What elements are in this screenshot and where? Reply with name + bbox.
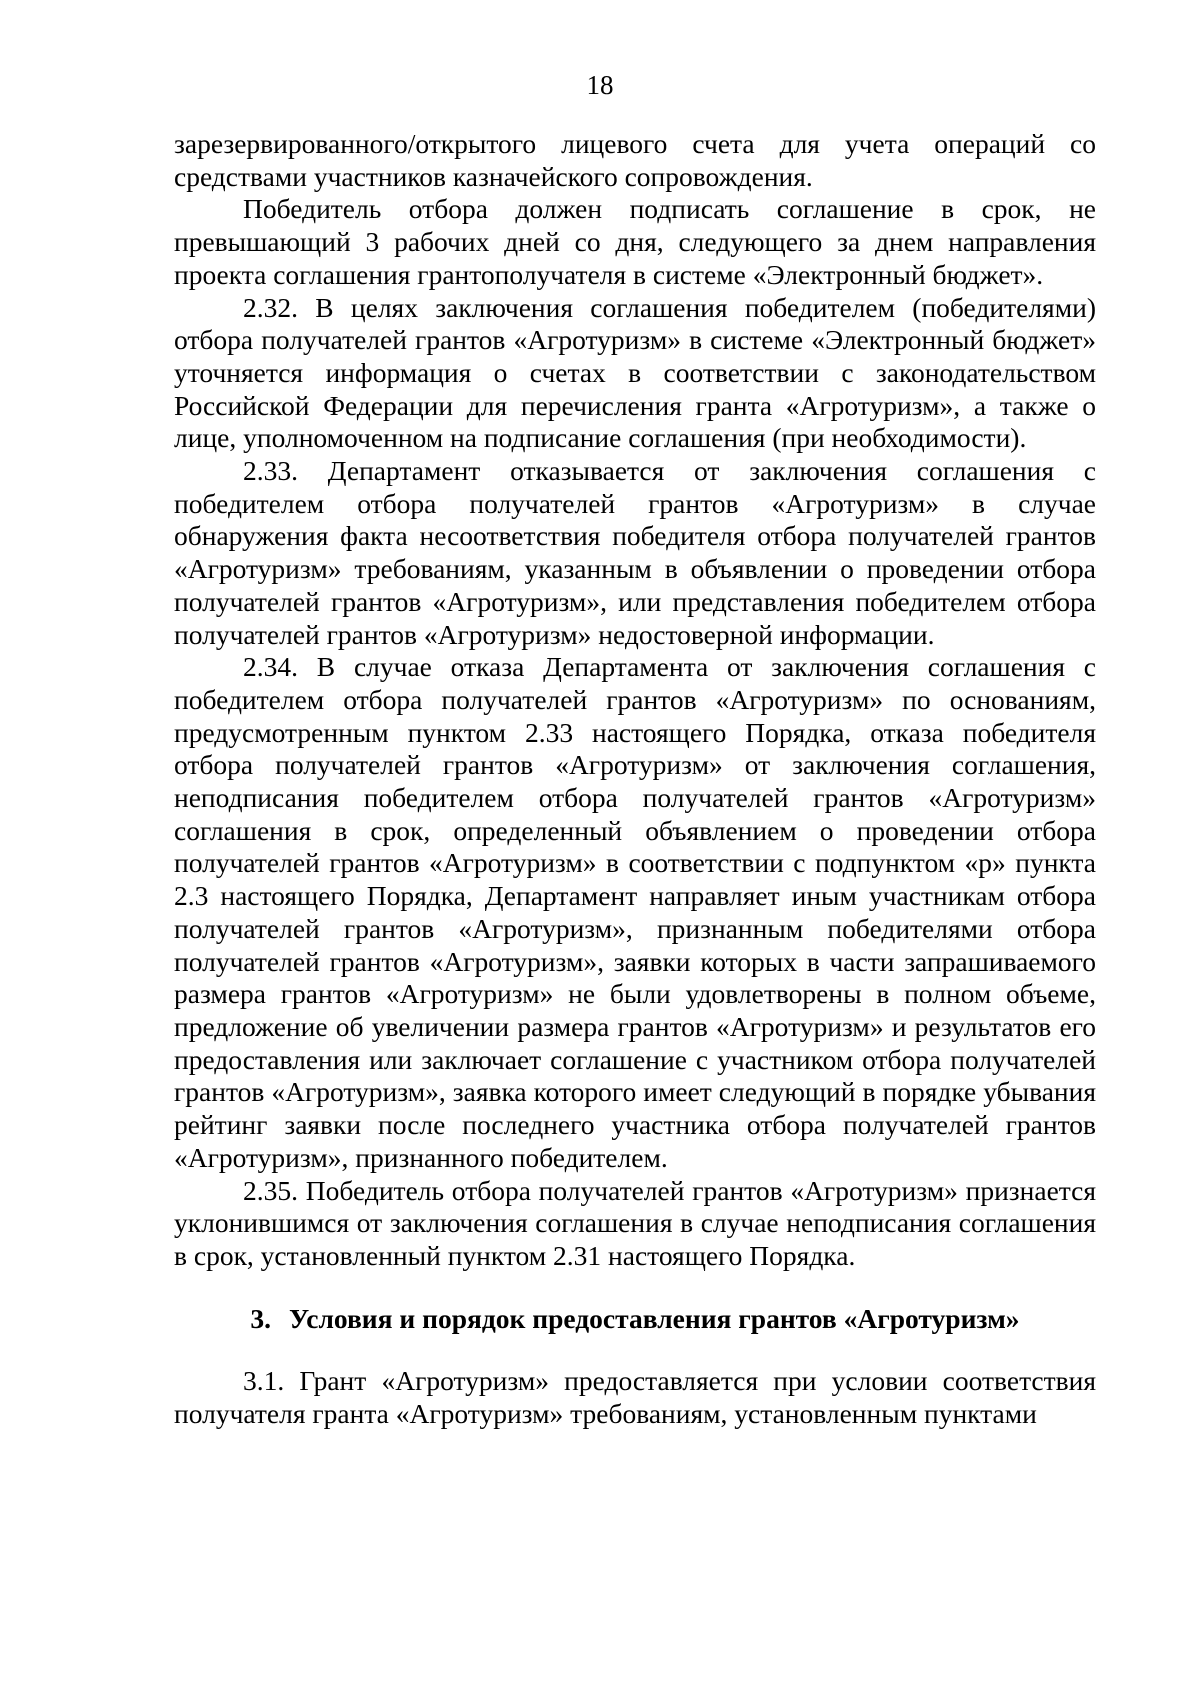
paragraph-2-32: 2.32. В целях заключения соглашения победителем (победителями) отбора получателей грантов «Агротуризм» в системе «Электронный бюджет» уточняется информация о счетах в соответствии с законодательством Российской Федерации для перечисления гранта «Агротуризм», а также о лице, уполномоченном на подписание соглашения (при необходимости). bbox=[174, 291, 1096, 454]
paragraph-2-33: 2.33. Департамент отказывается от заключения соглашения с победителем отбора получателей грантов «Агротуризм» в случае обнаружения факта несоответствия победителя отбора получателей грантов «Агротуризм» требованиям, указанным в объявлении о проведении отбора получателей грантов «Агротуризм», или представления победителем отбора получателей грантов «Агротуризм» недостоверной информации. bbox=[174, 455, 1096, 650]
section-number: 3. bbox=[250, 1302, 272, 1334]
document-body bbox=[174, 128, 1096, 1431]
paragraph-2-34: 2.34. В случае отказа Департамента от заключения соглашения с победителем отбора получателей грантов «Агротуризм» по основаниям, предусмотренным пунктом 2.33 настоящего Порядка, отказа победителя отбора получателей грантов «Агротуризм» от заключения соглашения, неподписания победителем отбора получателей грантов «Агротуризм» соглашения в срок, определенный объявлением о проведении отбора получателей грантов «Агротуризм» в соответствии с подпунктом «р» пункта 2.3 настоящего Порядка, Департамент направляет иным участникам отбора получателей грантов «Агротуризм», признанным победителями отбора получателей грантов «Агротуризм», заявки которых в части запрашиваемого размера грантов «Агротуризм» не были удовлетворены в полном объеме, предложение об увеличении размера грантов «Агротуризм» и результатов его предоставления или заключает соглашение с участником отбора получателей грантов «Агротуризм», заявка которого имеет следующий в порядке убывания рейтинг заявки после последнего участника отбора получателей грантов «Агротуризм», признанного победителем. bbox=[174, 651, 1096, 1173]
paragraph-3-1: 3.1. Грант «Агротуризм» предоставляется при условии соответствия получателя гранта «Агротуризм» требованиям, установленным пунктами bbox=[174, 1365, 1096, 1430]
paragraph-continuation: зарезервированного/открытого лицевого счета для учета операций со средствами участников казначейского сопровождения. bbox=[174, 128, 1096, 192]
paragraph-2-35: 2.35. Победитель отбора получателей грантов «Агротуризм» признается уклонившимся от заключения соглашения в случае неподписания соглашения в срок, установленный пунктом 2.31 настоящего Порядка. bbox=[174, 1174, 1096, 1271]
section-heading bbox=[174, 1303, 1096, 1336]
section-title: Условия и порядок предоставления грантов «Агротуризм» bbox=[289, 1302, 1020, 1334]
page-number: 18 bbox=[586, 70, 614, 100]
paragraph-signing-deadline: Победитель отбора должен подписать соглашение в срок, не превышающий 3 рабочих дней со дня, следующего за днем направления проекта соглашения грантополучателя в системе «Электронный бюджет». bbox=[174, 193, 1096, 290]
